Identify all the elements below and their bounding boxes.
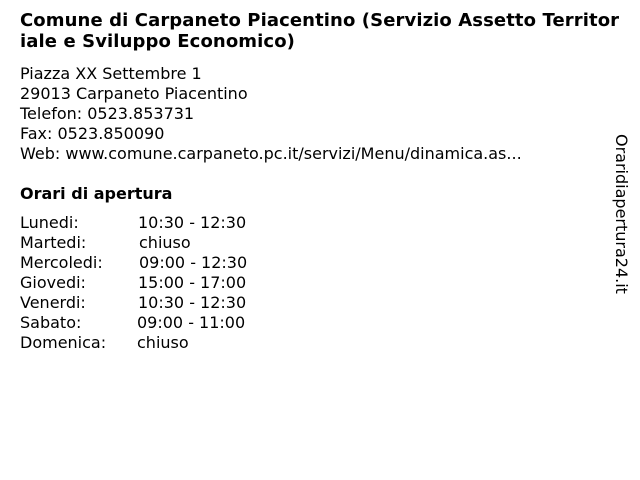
address-street: Piazza XX Settembre 1: [20, 64, 202, 83]
day-label: Domenica:: [20, 333, 107, 352]
day-label: Martedi:: [20, 233, 87, 252]
time-value: chiuso: [137, 333, 189, 352]
time-value: 10:30 - 12:30: [138, 213, 247, 232]
time-value: 09:00 - 12:30: [139, 253, 248, 272]
day-label: Lunedi:: [20, 213, 79, 232]
fax-number: Fax: 0523.850090: [20, 124, 165, 143]
day-label: Mercoledi:: [20, 253, 103, 272]
time-value: 15:00 - 17:00: [138, 273, 247, 292]
time-value: chiuso: [139, 233, 191, 252]
address-city: 29013 Carpaneto Piacentino: [20, 84, 248, 103]
opening-hours-heading: Orari di apertura: [20, 184, 173, 203]
contact-info: [20, 64, 600, 164]
day-label: Sabato:: [20, 313, 82, 332]
page-title: Comune di Carpaneto Piacentino (Servizio Assetto Territoriale e Sviluppo Economico): [20, 10, 620, 52]
time-value: 10:30 - 12:30: [138, 293, 247, 312]
day-label: Venerdi:: [20, 293, 86, 312]
site-brand-watermark: Oraridiapertura24.it: [612, 134, 631, 294]
time-value: 09:00 - 11:00: [137, 313, 246, 332]
website-link[interactable]: Web: www.comune.carpaneto.pc.it/servizi/Menu/dinamica.as...: [20, 144, 522, 163]
day-label: Giovedi:: [20, 273, 86, 292]
phone-number: Telefon: 0523.853731: [20, 104, 195, 123]
